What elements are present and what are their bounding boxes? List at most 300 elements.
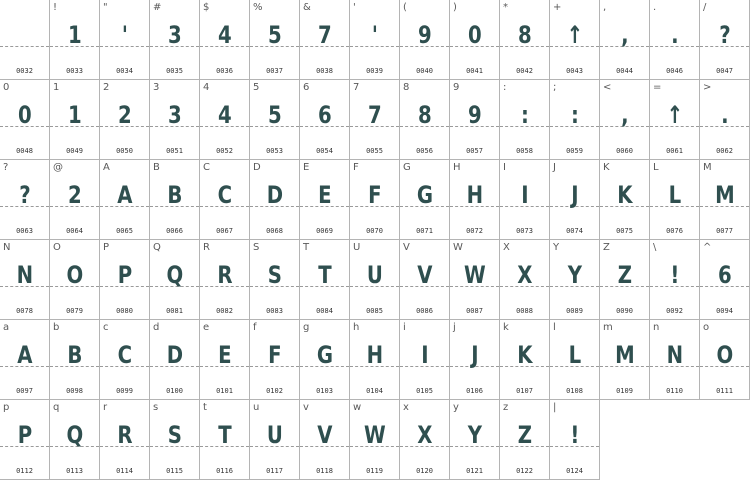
mapped-character-label: o	[703, 322, 710, 333]
glyph-cell[interactable]	[50, 80, 100, 160]
character-code-label: 0050	[116, 147, 133, 155]
glyph-cell[interactable]	[600, 0, 650, 80]
glyph-preview: !	[670, 261, 679, 289]
character-code-label: 0116	[216, 467, 233, 475]
character-code-label: 0051	[166, 147, 183, 155]
glyph-cell[interactable]	[250, 320, 300, 400]
glyph-cell[interactable]	[350, 240, 400, 320]
character-code-label: 0072	[466, 227, 483, 235]
glyph-preview: Y	[467, 421, 482, 449]
mapped-character-label: L	[653, 162, 659, 173]
mapped-character-label: I	[503, 162, 506, 173]
glyph-cell[interactable]	[550, 80, 600, 160]
mapped-character-label: :	[503, 82, 507, 93]
character-code-label: 0081	[166, 307, 183, 315]
glyph-preview: W	[464, 261, 485, 289]
glyph-preview: A	[117, 181, 132, 209]
glyph-cell[interactable]	[300, 160, 350, 240]
glyph-cell[interactable]	[100, 400, 150, 480]
character-code-label: 0084	[316, 307, 333, 315]
glyph-cell[interactable]	[50, 400, 100, 480]
glyph-cell[interactable]	[50, 160, 100, 240]
mapped-character-label: *	[503, 2, 508, 13]
glyph-cell[interactable]	[250, 400, 300, 480]
character-code-label: 0103	[316, 387, 333, 395]
character-code-label: 0052	[216, 147, 233, 155]
glyph-cell[interactable]	[250, 0, 300, 80]
mapped-character-label: 6	[303, 82, 310, 93]
mapped-character-label: >	[703, 82, 712, 93]
glyph-preview: 8	[418, 101, 431, 129]
mapped-character-label: Q	[153, 242, 161, 253]
character-code-label: 0086	[416, 307, 433, 315]
glyph-preview: Z	[517, 421, 532, 449]
glyph-cell[interactable]	[600, 160, 650, 240]
character-code-label: 0058	[516, 147, 533, 155]
glyph-preview: L	[568, 341, 581, 369]
glyph-cell[interactable]	[100, 240, 150, 320]
mapped-character-label: !	[53, 2, 58, 13]
character-code-label: 0118	[316, 467, 333, 475]
glyph-cell[interactable]	[450, 320, 500, 400]
glyph-cell[interactable]	[500, 80, 550, 160]
glyph-cell[interactable]	[500, 400, 550, 480]
glyph-preview: S	[267, 261, 282, 289]
glyph-preview: N	[16, 261, 33, 289]
glyph-preview: H	[466, 181, 483, 209]
glyph-preview: .	[671, 21, 678, 49]
character-code-label: 0055	[366, 147, 383, 155]
glyph-preview: D	[166, 341, 183, 369]
mapped-character-label: k	[503, 322, 509, 333]
glyph-cell[interactable]	[350, 80, 400, 160]
glyph-preview: J	[571, 181, 578, 209]
mapped-character-label: y	[453, 402, 459, 413]
glyph-cell[interactable]	[650, 240, 700, 320]
glyph-preview: '	[121, 21, 128, 49]
mapped-character-label: u	[253, 402, 260, 413]
glyph-cell[interactable]	[300, 240, 350, 320]
glyph-preview: Q	[66, 421, 83, 449]
character-code-label: 0074	[566, 227, 583, 235]
character-code-label: 0033	[66, 67, 83, 75]
glyph-cell[interactable]	[700, 160, 750, 240]
glyph-preview: X	[417, 421, 432, 449]
glyph-cell[interactable]	[700, 320, 750, 400]
character-code-label: 0120	[416, 467, 433, 475]
glyph-preview: M	[715, 181, 734, 209]
glyph-cell[interactable]	[450, 240, 500, 320]
glyph-cell[interactable]	[300, 400, 350, 480]
glyph-preview: Y	[567, 261, 582, 289]
glyph-cell[interactable]	[500, 0, 550, 80]
glyph-preview: T	[318, 261, 331, 289]
glyph-preview: J	[471, 341, 478, 369]
mapped-character-label: $	[203, 2, 210, 13]
mapped-character-label: d	[153, 322, 160, 333]
character-code-label: 0053	[266, 147, 283, 155]
glyph-preview: 8	[518, 21, 531, 49]
mapped-character-label: \	[653, 242, 657, 253]
glyph-preview: R	[117, 421, 132, 449]
glyph-cell[interactable]	[50, 320, 100, 400]
glyph-preview: ↑	[566, 21, 583, 49]
character-code-label: 0097	[16, 387, 33, 395]
character-code-label: 0088	[516, 307, 533, 315]
glyph-cell[interactable]	[200, 160, 250, 240]
glyph-preview: E	[218, 341, 231, 369]
mapped-character-label: 9	[453, 82, 460, 93]
glyph-preview: M	[615, 341, 634, 369]
mapped-character-label: E	[303, 162, 310, 173]
character-code-label: 0121	[466, 467, 483, 475]
glyph-cell[interactable]	[150, 160, 200, 240]
glyph-cell[interactable]	[100, 160, 150, 240]
character-code-label: 0083	[266, 307, 283, 315]
glyph-preview: G	[416, 181, 433, 209]
character-code-label: 0060	[616, 147, 633, 155]
character-code-label: 0036	[216, 67, 233, 75]
mapped-character-label: Y	[553, 242, 560, 253]
character-code-label: 0082	[216, 307, 233, 315]
glyph-preview: O	[716, 341, 733, 369]
mapped-character-label: %	[253, 2, 263, 13]
character-code-label: 0037	[266, 67, 283, 75]
mapped-character-label: X	[503, 242, 510, 253]
character-code-label: 0092	[666, 307, 683, 315]
character-code-label: 0064	[66, 227, 83, 235]
glyph-cell[interactable]	[400, 400, 450, 480]
glyph-preview: L	[668, 181, 681, 209]
glyph-cell[interactable]	[350, 400, 400, 480]
glyph-cell[interactable]	[600, 80, 650, 160]
mapped-character-label: 8	[403, 82, 410, 93]
mapped-character-label: P	[103, 242, 110, 253]
glyph-cell[interactable]	[700, 0, 750, 80]
glyph-preview: A	[17, 341, 32, 369]
character-code-label: 0124	[566, 467, 583, 475]
character-code-label: 0039	[366, 67, 383, 75]
glyph-cell[interactable]	[0, 320, 50, 400]
character-code-label: 0107	[516, 387, 533, 395]
character-code-label: 0042	[516, 67, 533, 75]
character-code-label: 0114	[116, 467, 133, 475]
character-code-label: 0032	[16, 67, 33, 75]
mapped-character-label: )	[453, 2, 457, 13]
glyph-cell[interactable]	[150, 400, 200, 480]
glyph-preview: V	[317, 421, 332, 449]
mapped-character-label: G	[403, 162, 411, 173]
mapped-character-label: n	[653, 322, 660, 333]
glyph-cell[interactable]	[500, 320, 550, 400]
glyph-cell[interactable]	[400, 80, 450, 160]
character-code-label: 0117	[266, 467, 283, 475]
mapped-character-label: x	[403, 402, 409, 413]
character-code-label: 0080	[116, 307, 133, 315]
mapped-character-label: p	[3, 402, 10, 413]
character-code-label: 0038	[316, 67, 333, 75]
glyph-cell[interactable]	[350, 320, 400, 400]
baseline-guide	[0, 46, 49, 47]
glyph-preview: U	[266, 421, 283, 449]
character-code-label: 0077	[716, 227, 733, 235]
glyph-preview: C	[217, 181, 232, 209]
glyph-cell[interactable]	[250, 80, 300, 160]
character-code-label: 0070	[366, 227, 383, 235]
character-code-label: 0041	[466, 67, 483, 75]
mapped-character-label: v	[303, 402, 309, 413]
mapped-character-label: m	[603, 322, 613, 333]
glyph-cell[interactable]	[150, 320, 200, 400]
character-code-label: 0085	[366, 307, 383, 315]
character-code-label: 0066	[166, 227, 183, 235]
glyph-cell[interactable]	[0, 400, 50, 480]
character-code-label: 0071	[416, 227, 433, 235]
glyph-cell[interactable]	[400, 240, 450, 320]
character-code-label: 0047	[716, 67, 733, 75]
glyph-cell[interactable]	[350, 160, 400, 240]
glyph-preview: H	[366, 341, 383, 369]
mapped-character-label: (	[403, 2, 407, 13]
glyph-cell[interactable]	[550, 0, 600, 80]
mapped-character-label: A	[103, 162, 110, 173]
glyph-preview: 5	[268, 21, 281, 49]
character-code-label: 0112	[16, 467, 33, 475]
character-code-label: 0079	[66, 307, 83, 315]
mapped-character-label: |	[553, 402, 557, 413]
glyph-preview: P	[117, 261, 132, 289]
glyph-preview: 9	[468, 101, 481, 129]
mapped-character-label: 5	[253, 82, 260, 93]
mapped-character-label: 2	[103, 82, 110, 93]
mapped-character-label: h	[353, 322, 360, 333]
character-code-label: 0034	[116, 67, 133, 75]
character-code-label: 0049	[66, 147, 83, 155]
glyph-cell[interactable]	[450, 400, 500, 480]
mapped-character-label: ;	[553, 82, 557, 93]
glyph-cell[interactable]	[450, 80, 500, 160]
glyph-cell[interactable]	[300, 80, 350, 160]
character-code-label: 0062	[716, 147, 733, 155]
glyph-cell[interactable]	[350, 0, 400, 80]
glyph-preview: U	[366, 261, 383, 289]
glyph-preview: F	[368, 181, 381, 209]
mapped-character-label: "	[103, 2, 108, 13]
glyph-cell[interactable]	[200, 400, 250, 480]
glyph-preview: 9	[418, 21, 431, 49]
glyph-preview: R	[217, 261, 232, 289]
character-code-label: 0069	[316, 227, 333, 235]
glyph-cell[interactable]	[600, 240, 650, 320]
glyph-preview: '	[371, 21, 378, 49]
character-code-label: 0061	[666, 147, 683, 155]
glyph-preview: .	[721, 101, 728, 129]
mapped-character-label: .	[653, 2, 657, 13]
glyph-preview: P	[17, 421, 32, 449]
glyph-preview: :	[570, 101, 579, 129]
glyph-preview: W	[364, 421, 385, 449]
glyph-cell[interactable]	[150, 0, 200, 80]
mapped-character-label: 7	[353, 82, 360, 93]
mapped-character-label: D	[253, 162, 261, 173]
character-code-label: 0076	[666, 227, 683, 235]
character-code-label: 0100	[166, 387, 183, 395]
mapped-character-label: &	[303, 2, 311, 13]
glyph-preview: F	[268, 341, 281, 369]
glyph-cell[interactable]	[400, 0, 450, 80]
glyph-cell[interactable]	[300, 320, 350, 400]
glyph-cell[interactable]	[450, 160, 500, 240]
mapped-character-label: t	[203, 402, 207, 413]
glyph-preview: E	[318, 181, 331, 209]
glyph-cell[interactable]	[650, 160, 700, 240]
glyph-cell[interactable]	[650, 80, 700, 160]
glyph-preview: 6	[718, 261, 731, 289]
glyph-cell[interactable]	[400, 320, 450, 400]
glyph-preview: ?	[719, 21, 730, 49]
mapped-character-label: Z	[603, 242, 610, 253]
glyph-cell[interactable]	[0, 240, 50, 320]
glyph-preview: 1	[68, 21, 81, 49]
glyph-cell[interactable]	[550, 160, 600, 240]
mapped-character-label: B	[153, 162, 160, 173]
mapped-character-label: g	[303, 322, 310, 333]
mapped-character-label: e	[203, 322, 210, 333]
character-code-label: 0067	[216, 227, 233, 235]
mapped-character-label: w	[353, 402, 362, 413]
mapped-character-label: W	[453, 242, 463, 253]
character-code-label: 0105	[416, 387, 433, 395]
character-code-label: 0087	[466, 307, 483, 315]
character-code-label: 0102	[266, 387, 283, 395]
character-code-label: 0098	[66, 387, 83, 395]
character-code-label: 0089	[566, 307, 583, 315]
character-code-label: 0073	[516, 227, 533, 235]
glyph-preview: T	[218, 421, 231, 449]
glyph-preview: 7	[318, 21, 331, 49]
character-code-label: 0048	[16, 147, 33, 155]
glyph-cell[interactable]	[550, 320, 600, 400]
mapped-character-label: ^	[703, 242, 712, 253]
mapped-character-label: +	[553, 2, 562, 13]
mapped-character-label: M	[703, 162, 712, 173]
glyph-preview: 0	[18, 101, 31, 129]
mapped-character-label: J	[553, 162, 556, 173]
character-code-label: 0043	[566, 67, 583, 75]
glyph-cell[interactable]	[0, 160, 50, 240]
glyph-preview: 2	[118, 101, 131, 129]
glyph-preview: 1	[68, 101, 81, 129]
mapped-character-label: a	[3, 322, 10, 333]
glyph-cell[interactable]	[500, 240, 550, 320]
character-code-label: 0078	[16, 307, 33, 315]
glyph-preview: 7	[368, 101, 381, 129]
glyph-cell[interactable]	[300, 0, 350, 80]
glyph-preview: 6	[318, 101, 331, 129]
mapped-character-label: T	[303, 242, 310, 253]
glyph-cell[interactable]	[650, 320, 700, 400]
glyph-cell[interactable]	[200, 80, 250, 160]
mapped-character-label: 3	[153, 82, 160, 93]
glyph-cell[interactable]	[700, 240, 750, 320]
glyph-cell[interactable]	[550, 400, 600, 480]
character-code-label: 0056	[416, 147, 433, 155]
glyph-cell[interactable]	[50, 240, 100, 320]
mapped-character-label: U	[353, 242, 361, 253]
mapped-character-label: K	[603, 162, 610, 173]
glyph-preview: S	[167, 421, 182, 449]
glyph-cell[interactable]	[0, 0, 50, 80]
glyph-cell[interactable]	[50, 0, 100, 80]
glyph-cell[interactable]	[650, 0, 700, 80]
glyph-preview: O	[66, 261, 83, 289]
mapped-character-label: '	[353, 2, 356, 13]
character-code-label: 0104	[366, 387, 383, 395]
glyph-cell[interactable]	[150, 240, 200, 320]
glyph-preview: Q	[166, 261, 183, 289]
mapped-character-label: c	[103, 322, 109, 333]
glyph-cell[interactable]	[400, 160, 450, 240]
glyph-cell[interactable]	[600, 320, 650, 400]
glyph-cell[interactable]	[0, 80, 50, 160]
mapped-character-label: O	[53, 242, 61, 253]
glyph-cell[interactable]	[450, 0, 500, 80]
glyph-preview: ?	[19, 181, 30, 209]
mapped-character-label: l	[553, 322, 556, 333]
character-code-label: 0115	[166, 467, 183, 475]
character-code-label: 0111	[716, 387, 733, 395]
mapped-character-label: 1	[53, 82, 60, 93]
character-code-label: 0063	[16, 227, 33, 235]
glyph-cell[interactable]	[200, 240, 250, 320]
character-code-label: 0065	[116, 227, 133, 235]
glyph-cell[interactable]	[200, 320, 250, 400]
glyph-preview: V	[417, 261, 432, 289]
glyph-cell[interactable]	[550, 240, 600, 320]
glyph-cell[interactable]	[250, 160, 300, 240]
character-code-label: 0075	[616, 227, 633, 235]
mapped-character-label: @	[53, 162, 63, 173]
glyph-preview: 4	[218, 21, 231, 49]
glyph-cell[interactable]	[100, 80, 150, 160]
glyph-cell[interactable]	[200, 0, 250, 80]
character-code-label: 0119	[366, 467, 383, 475]
character-code-label: 0090	[616, 307, 633, 315]
mapped-character-label: z	[503, 402, 509, 413]
mapped-character-label: ?	[3, 162, 9, 173]
glyph-preview: 4	[218, 101, 231, 129]
character-code-label: 0101	[216, 387, 233, 395]
mapped-character-label: /	[703, 2, 707, 13]
glyph-cell[interactable]	[150, 80, 200, 160]
character-code-label: 0110	[666, 387, 683, 395]
glyph-cell[interactable]	[100, 0, 150, 80]
mapped-character-label: q	[53, 402, 60, 413]
glyph-cell[interactable]	[100, 320, 150, 400]
glyph-preview: G	[316, 341, 333, 369]
character-code-label: 0040	[416, 67, 433, 75]
glyph-cell[interactable]	[500, 160, 550, 240]
glyph-cell[interactable]	[250, 240, 300, 320]
mapped-character-label: =	[653, 82, 662, 93]
glyph-preview: 3	[168, 101, 181, 129]
mapped-character-label: b	[53, 322, 60, 333]
character-code-label: 0122	[516, 467, 533, 475]
character-code-label: 0059	[566, 147, 583, 155]
character-code-label: 0044	[616, 67, 633, 75]
glyph-cell[interactable]	[700, 80, 750, 160]
character-code-label: 0046	[666, 67, 683, 75]
